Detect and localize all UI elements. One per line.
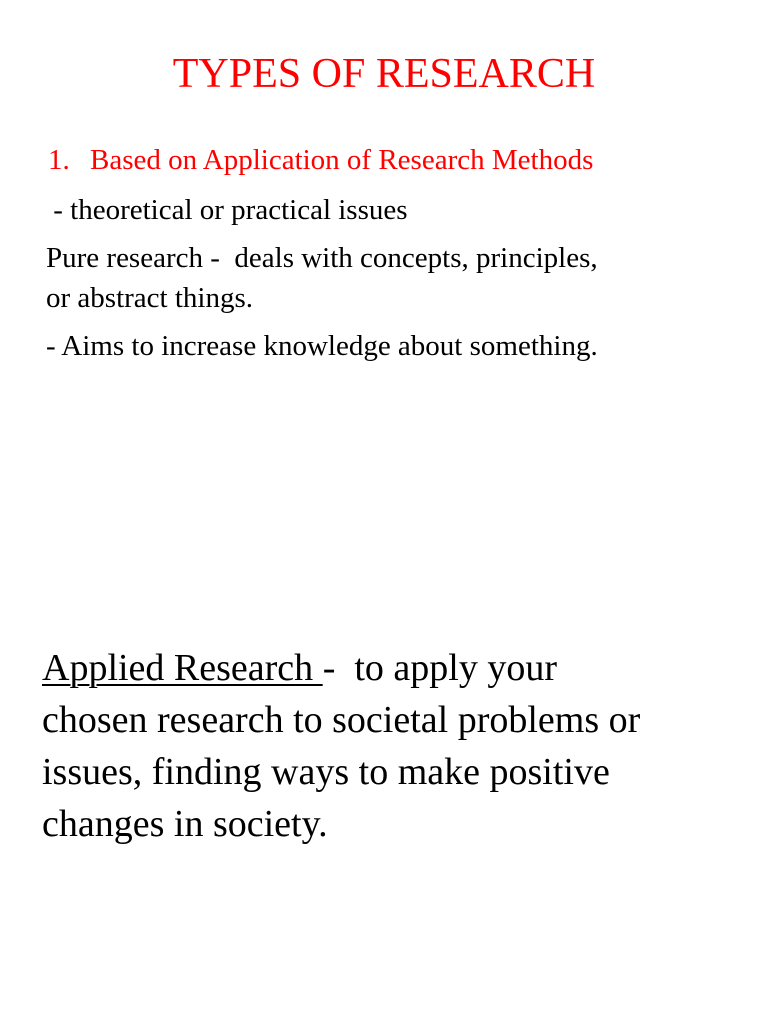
applied-research-term: Applied Research	[42, 647, 323, 689]
applied-research-text-4: changes in society.	[42, 803, 328, 845]
text-line-aims: - Aims to increase knowledge about something.	[46, 330, 598, 362]
applied-research-dash: -	[322, 647, 336, 689]
applied-research-text-1: to apply your	[335, 647, 557, 689]
applied-research-text-3: issues, finding ways to make positive	[42, 751, 610, 793]
applied-research-text-2: chosen research to societal problems or	[42, 699, 641, 741]
section-heading	[48, 140, 593, 180]
section-number: 1.	[48, 144, 70, 176]
applied-research-paragraph	[42, 642, 742, 850]
text-line-pure-research: Pure research - deals with concepts, principles,	[46, 242, 598, 274]
section-heading-text: Based on Application of Research Methods	[90, 144, 594, 176]
text-line-theoretical: - theoretical or practical issues	[46, 194, 408, 226]
page-title: TYPES OF RESEARCH	[172, 51, 596, 97]
text-line-abstract: or abstract things.	[46, 282, 253, 314]
